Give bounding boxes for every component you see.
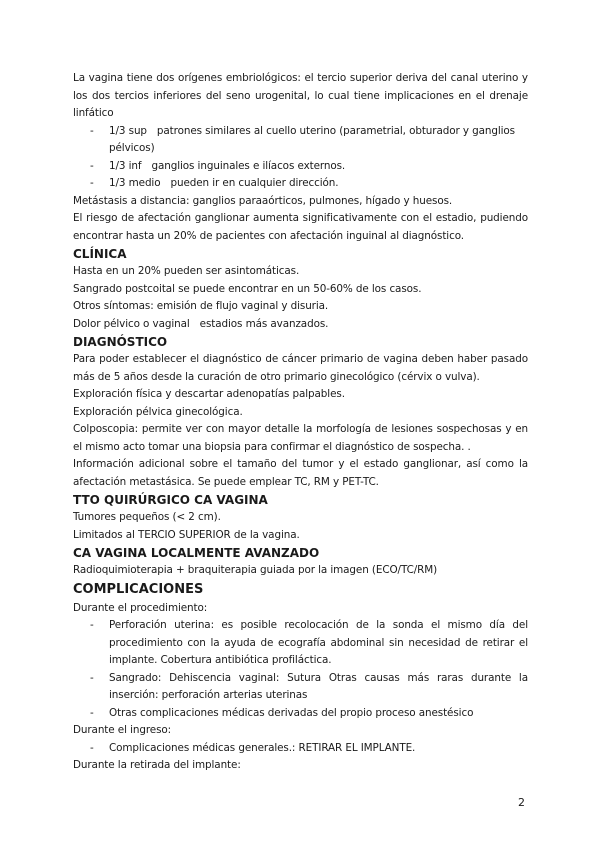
- list-dash: -: [90, 619, 94, 631]
- list-dash: -: [90, 671, 94, 684]
- diagnostico-paragraph: Exploración física y descartar adenopatías palpables.: [73, 388, 345, 400]
- tto-line: Limitados al TERCIO SUPERIOR de la vagina.: [73, 528, 300, 541]
- list-item: [73, 705, 528, 723]
- list-item-text: patrones similares al cuello uterino (parametrial, obturador y ganglios pélvicos): [109, 124, 515, 154]
- diagnostico-paragraph: Exploración pélvica ginecológica.: [73, 405, 243, 418]
- list-dash: -: [90, 706, 94, 719]
- diagnostico-paragraph: Colposcopia: permite ver con mayor detalle la morfología de lesiones sospechosas y en el mismo acto tomar una biopsia para confirmar el diagnóstico de sospecha. .: [73, 423, 528, 453]
- list-item: [73, 617, 528, 670]
- metastasis-line: Metástasis a distancia: ganglios paraaórticos, pulmones, hígado y huesos.: [73, 194, 453, 207]
- section-heading-diagnostico: DIAGNÓSTICO: [73, 335, 168, 349]
- admission-complications-list: [73, 740, 528, 758]
- list-item: [73, 740, 528, 758]
- diagnostico-paragraph: Para poder establecer el diagnóstico de cáncer primario de vagina deben haber pasado más de 5 años desde la curación de otro primario ginecológico (cérvix o vulva).: [73, 353, 528, 383]
- clinica-pain-line: [73, 316, 528, 334]
- clinica-line: Sangrado postcoital se puede encontrar en un 50-60% de los casos.: [73, 282, 422, 295]
- complicaciones-subheading: Durante la retirada del implante:: [73, 759, 241, 771]
- intro-paragraph: La vagina tiene dos orígenes embriológicos: el tercio superior deriva del canal uterino y los dos tercios inferiores del seno urogenital, lo cual tiene implicaciones en el drenaje linfático: [73, 72, 528, 119]
- lymph-drainage-list: [73, 123, 528, 193]
- list-dash: -: [90, 124, 94, 137]
- list-item: [73, 123, 528, 158]
- list-item-label: 1/3 sup: [109, 124, 147, 137]
- section-heading-clinica: CLÍNICA: [73, 247, 127, 261]
- avanzado-line: Radioquimioterapia + braquiterapia guiada por la imagen (ECO/TC/RM): [73, 564, 438, 576]
- pain-text: estadios más avanzados.: [199, 317, 329, 330]
- section-heading-avanzado: CA VAGINA LOCALMENTE AVANZADO: [73, 546, 320, 560]
- procedure-complications-list: [73, 617, 528, 722]
- clinica-line: Otros síntomas: emisión de flujo vaginal y disuria.: [73, 300, 329, 312]
- list-item-label: 1/3 medio: [109, 177, 161, 189]
- section-heading-complicaciones: COMPLICACIONES: [73, 581, 204, 597]
- list-item-text: Perforación uterina: es posible recolocación de la sonda el mismo día del procedimiento con la ayuda de ecografía abdominal sin necesidad de retirar el implante. Cobertura antibiótica profiláctica.: [109, 619, 528, 666]
- list-item: [73, 670, 528, 705]
- pain-label: Dolor pélvico o vaginal: [73, 317, 190, 330]
- tto-line: Tumores pequeños (< 2 cm).: [73, 511, 221, 523]
- section-heading-tto: TTO QUIRÚRGICO CA VAGINA: [73, 493, 268, 507]
- list-item-text: Sangrado: Dehiscencia vaginal: Sutura Otras causas más raras durante la inserción: perforación arterias uterinas: [109, 671, 528, 701]
- complicaciones-subheading: Durante el ingreso:: [73, 724, 172, 736]
- document-page: [73, 70, 528, 775]
- list-item: [73, 175, 528, 193]
- list-item-label: 1/3 inf: [109, 159, 142, 172]
- diagnostico-paragraph: Información adicional sobre el tamaño del tumor y el estado ganglionar, así como la afectación metastásica. Se puede emplear TC, RM y PET-TC.: [73, 458, 528, 488]
- list-dash: -: [90, 159, 94, 172]
- list-dash: -: [90, 741, 94, 754]
- list-item-text: ganglios inguinales e ilíacos externos.: [151, 159, 346, 172]
- complicaciones-subheading: Durante el procedimiento:: [73, 601, 208, 614]
- list-dash: -: [90, 177, 94, 189]
- clinica-line: Hasta en un 20% pueden ser asintomáticas.: [73, 265, 300, 277]
- list-item-text: Complicaciones médicas generales.: RETIRAR EL IMPLANTE.: [109, 741, 416, 754]
- risk-paragraph: El riesgo de afectación ganglionar aumenta significativamente con el estadio, pudiendo encontrar hasta un 20% de pacientes con afectación inguinal al diagnóstico.: [73, 212, 528, 242]
- list-item-text: Otras complicaciones médicas derivadas del propio proceso anestésico: [109, 706, 474, 719]
- list-item: [73, 158, 528, 176]
- page-number: 2: [518, 796, 525, 809]
- list-item-text: pueden ir en cualquier dirección.: [170, 177, 339, 189]
